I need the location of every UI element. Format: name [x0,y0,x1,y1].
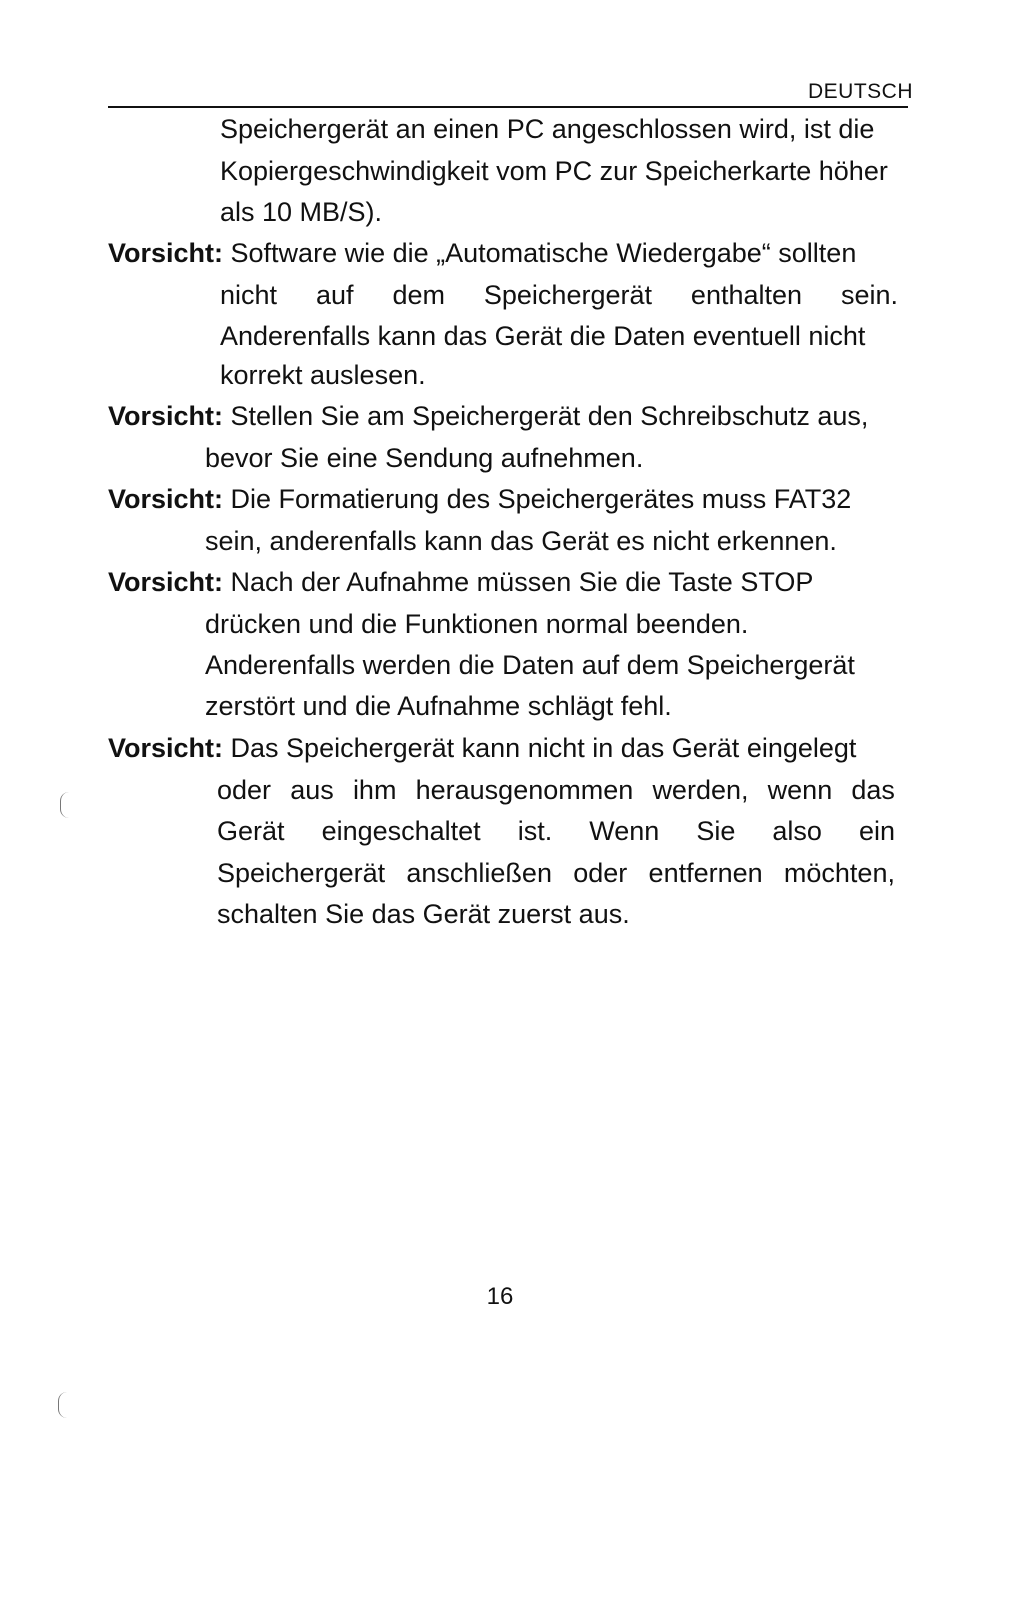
warning-text: Stellen Sie am Speichergerät den Schreibschutz aus, [230,401,869,431]
word: enthalten [690,280,803,310]
warning-3-line: sein, anderenfalls kann das Gerät es nicht erkennen. [205,526,837,556]
warning-1-justified-line [220,282,898,309]
word: herausgenommen [415,775,634,805]
warning-1-first-line [108,240,856,267]
warning-5-justified-line [217,818,895,845]
warning-label: Vorsicht: [108,567,224,597]
word: das [851,775,895,805]
word: nicht [220,280,278,310]
word: auf [315,280,354,310]
warning-label: Vorsicht: [108,238,224,268]
word: anschließen [406,858,552,888]
word: Wenn [589,816,660,846]
warning-text: Nach der Aufnahme müssen Sie die Taste STOP [230,567,814,597]
intro-line: Kopiergeschwindigkeit vom PC zur Speicherkarte höher [220,156,888,186]
word: Sie [696,816,736,846]
warning-text: Das Speichergerät kann nicht in das Gerät eingelegt [230,733,857,763]
word: ihm [352,775,397,805]
word: sein. [840,280,898,310]
word: wenn [767,775,833,805]
warning-5-justified-line [217,860,895,887]
word: Gerät [217,816,285,846]
warning-text: Die Formatierung des Speichergerätes muss FAT32 [230,484,852,514]
word: Speichergerät [217,858,386,888]
intro-line: als 10 MB/S). [220,197,383,227]
warning-label: Vorsicht: [108,401,224,431]
word: möchten, [783,858,895,888]
word: oder [217,775,272,805]
word: dem [392,280,445,310]
word: eingeschaltet [321,816,481,846]
header-divider [108,106,908,108]
warning-label: Vorsicht: [108,733,224,763]
word: aus [290,775,334,805]
warning-5-line: schalten Sie das Gerät zuerst aus. [217,899,630,929]
word: werden, [652,775,749,805]
warning-5-justified-line [217,777,895,804]
warning-2-first-line [108,403,868,430]
warning-4-first-line [108,569,813,596]
word: ist. [517,816,553,846]
intro-line: Speichergerät an einen PC angeschlossen wird, ist die [220,114,875,144]
word: entfernen [648,858,763,888]
warning-2-line: bevor Sie eine Sendung aufnehmen. [205,443,644,473]
warning-4-line: zerstört und die Aufnahme schlägt fehl. [205,691,672,721]
warning-5-first-line [108,735,856,762]
warning-1-line: Anderenfalls kann das Gerät die Daten eventuell nicht [220,321,866,351]
word: ein [858,816,895,846]
warning-4-line: drücken und die Funktionen normal beenden. [205,609,749,639]
warning-4-line: Anderenfalls werden die Daten auf dem Speichergerät [205,650,855,680]
scan-mark [58,1392,68,1418]
word: oder [573,858,628,888]
warning-text: Software wie die „Automatische Wiedergabe“ sollten [230,238,857,268]
warning-label: Vorsicht: [108,484,224,514]
page-number: 16 [486,1283,514,1310]
warning-3-first-line [108,486,851,513]
word: Speichergerät [483,280,652,310]
page-header-label: DEUTSCH [807,80,913,103]
word: also [772,816,822,846]
scan-mark [60,792,70,818]
warning-1-line: korrekt auslesen. [220,360,426,390]
